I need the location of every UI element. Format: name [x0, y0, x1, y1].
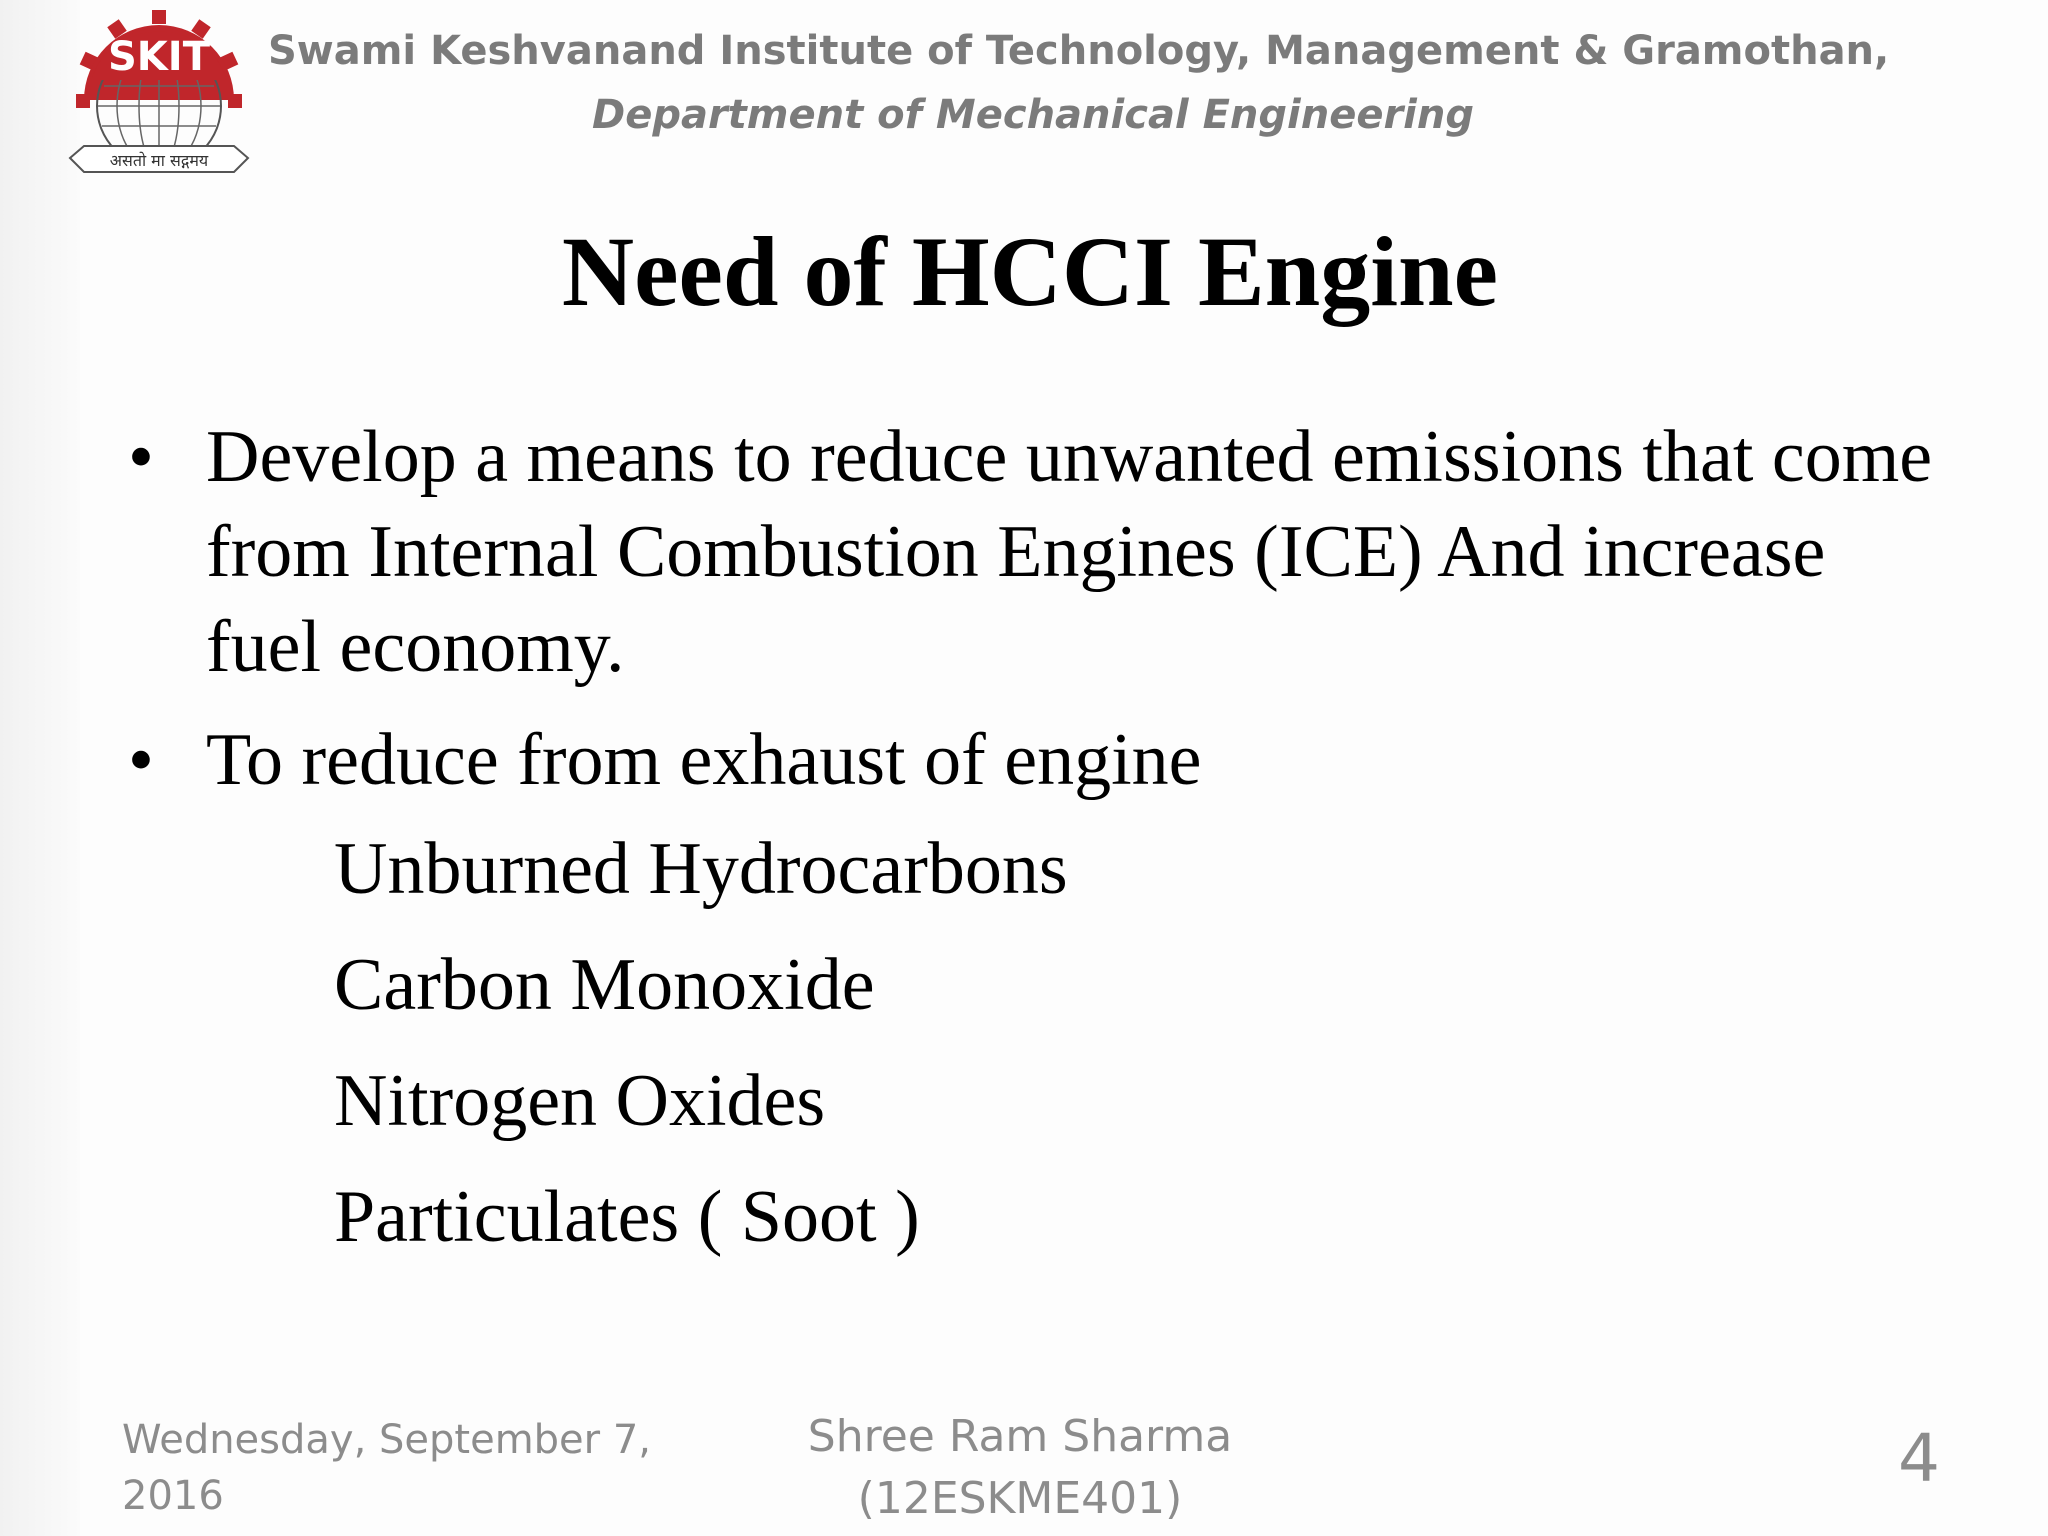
institute-name: Swami Keshvanand Institute of Technology, Management & Gramothan, — [268, 28, 1890, 74]
logo-text: SKIT — [108, 34, 210, 80]
author-roll-number: (12ESKME401) — [857, 1473, 1183, 1524]
skit-logo — [64, 8, 254, 180]
bullet-marker: • — [128, 719, 154, 801]
bullet-text: Develop a means to reduce unwanted emissions that come from Internal Combustion Engines (ICE) And increase fuel economy. — [206, 416, 1933, 688]
bullet-marker: • — [128, 416, 154, 498]
bullet-item — [120, 713, 1950, 808]
footer-date: Wednesday, September 7, 2016 — [122, 1417, 651, 1519]
department-name: Department of Mechanical Engineering — [591, 92, 1474, 138]
skit-logo-graphic — [64, 8, 254, 180]
sub-item-carbon-monoxide: Carbon Monoxide — [334, 944, 875, 1026]
sub-item-hydrocarbons: Unburned Hydrocarbons — [334, 828, 1068, 910]
page-number: 4 — [1898, 1420, 1940, 1497]
footer-author — [780, 1406, 1260, 1530]
sub-item-particulates: Particulates ( Soot ) — [334, 1176, 920, 1258]
bullet-list — [120, 410, 1950, 826]
bullet-text: To reduce from exhaust of engine — [206, 719, 1202, 801]
slide-title: Need of HCCI Engine — [561, 216, 1499, 327]
author-name: Shree Ram Sharma — [807, 1411, 1233, 1462]
bullet-item — [120, 410, 1950, 695]
sub-item-nitrogen-oxides: Nitrogen Oxides — [334, 1060, 826, 1142]
logo-motto: असतो मा सद्गमय — [109, 151, 209, 170]
